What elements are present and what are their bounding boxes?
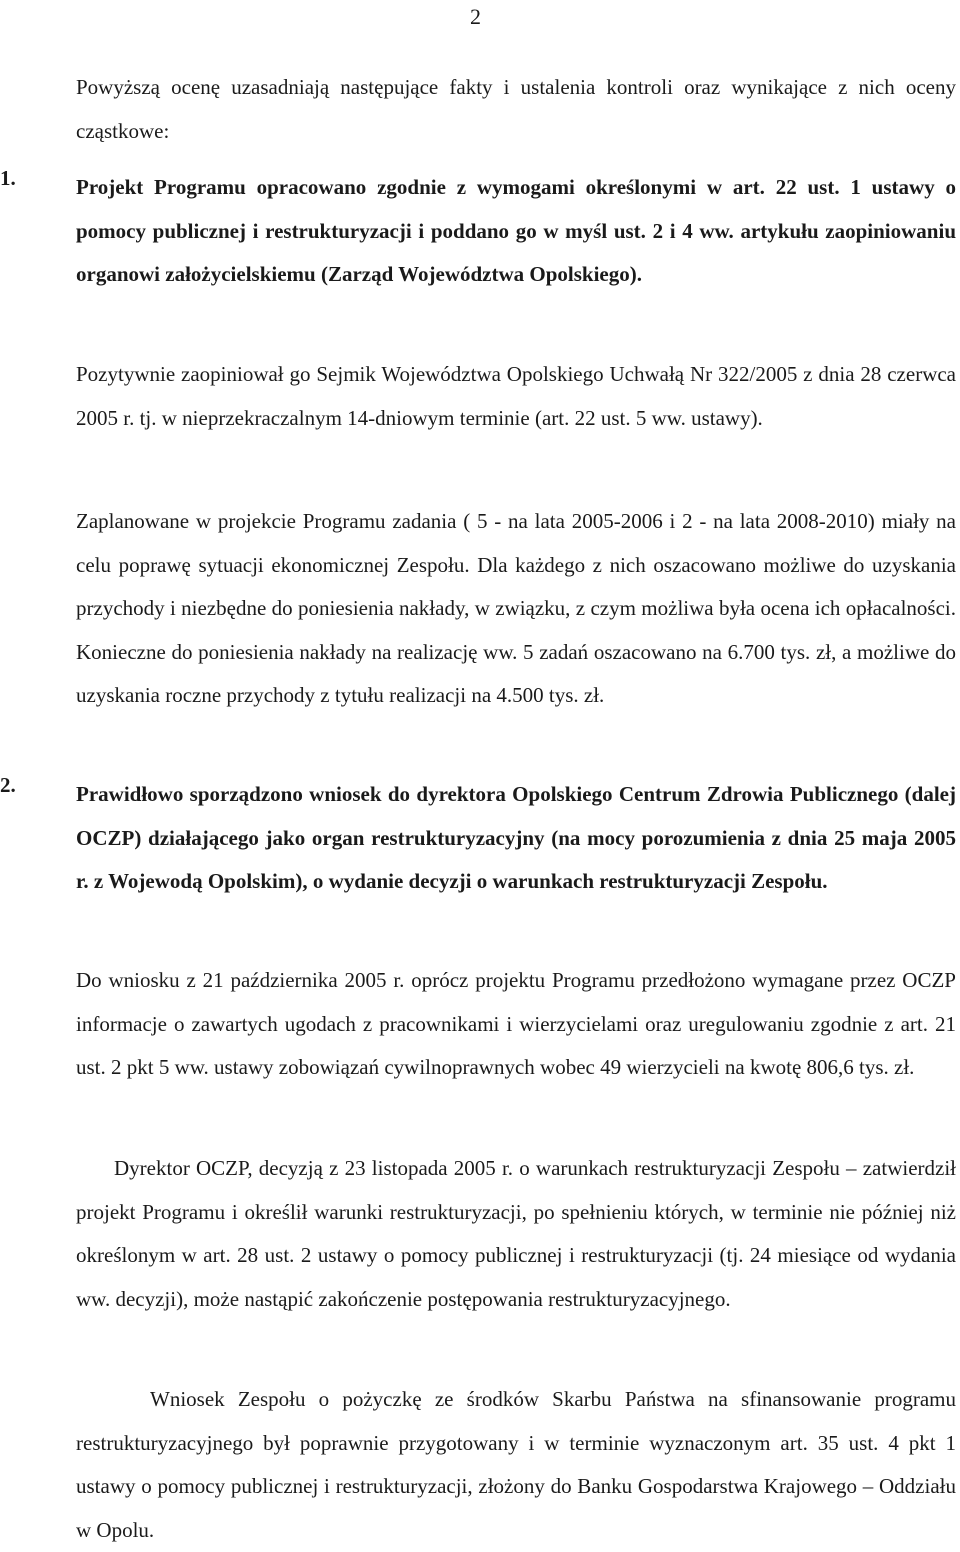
section-2-heading: Prawidłowo sporządzono wniosek do dyrektora Opolskiego Centrum Zdrowia Publicznego (dalej OCZP) działającego jako organ restrukturyzacyjny (na mocy porozumienia z dnia 25 maja 2005 r. z Wojewodą Opolskim), o wydanie decyzji o warunkach restrukturyzacji Zespołu. bbox=[76, 782, 956, 893]
section-1-heading: Projekt Programu opracowano zgodnie z wymogami określonymi w art. 22 ust. 1 ustawy o pomocy publicznej i restrukturyzacji i poddano go w myśl ust. 2 i 4 ww. artykułu zaopiniowaniu organowi założycielskiemu (Zarząd Województwa Opolskiego). bbox=[76, 175, 956, 286]
section-2-paragraph-1: Do wniosku z 21 października 2005 r. oprócz projektu Programu przedłożono wymagane przez OCZP informacje o zawartych ugodach z pracownikami i wierzycielami oraz uregulowaniu zgodnie z art. 21 ust. 2 pkt 5 ww. ustawy zobowiązań cywilnoprawnych wobec 49 wierzycieli na kwotę 806,6 tys. zł. bbox=[76, 968, 956, 1079]
section-1-paragraph-1: Pozytywnie zaopiniował go Sejmik Województwa Opolskiego Uchwałą Nr 322/2005 z dnia 28 czerwca 2005 r. tj. w nieprzekraczalnym 14-dniowym terminie (art. 22 ust. 5 ww. ustawy). bbox=[76, 362, 956, 430]
section-2-number: 2. bbox=[0, 773, 16, 797]
section-2-paragraph-2: Dyrektor OCZP, decyzją z 23 listopada 2005 r. o warunkach restrukturyzacji Zespołu – zatwierdził projekt Programu i określił warunki restrukturyzacji, po spełnieniu których, w terminie nie później niż określonym w art. 28 ust. 2 ustawy o pomocy publicznej i restrukturyzacji (tj. 24 miesiące od wydania ww. decyzji), może nastąpić zakończenie postępowania restrukturyzacyjnego. bbox=[76, 1156, 956, 1311]
section-1-number: 1. bbox=[0, 166, 16, 190]
section-2-paragraph-3: Wniosek Zespołu o pożyczkę ze środków Skarbu Państwa na sfinansowanie programu restrukturyzacyjnego był poprawnie przygotowany i w terminie wyznaczonym art. 35 ust. 4 pkt 1 ustawy o pomocy publicznej i restrukturyzacji, złożony do Banku Gospodarstwa Krajowego – Oddziału w Opolu. bbox=[76, 1387, 956, 1542]
section-1-paragraph-2: Zaplanowane w projekcie Programu zadania ( 5 - na lata 2005-2006 i 2 - na lata 2008-2010) miały na celu poprawę sytuacji ekonomicznej Zespołu. Dla każdego z nich oszacowano możliwe do uzyskania przychody i niezbędne do poniesienia nakłady, w związku, z czym możliwa była ocena ich opłacalności. Konieczne do poniesienia nakłady na realizację ww. 5 zadań oszacowano na 6.700 tys. zł, a możliwe do uzyskania roczne przychody z tytułu realizacji na 4.500 tys. zł. bbox=[76, 509, 956, 707]
page-number: 2 bbox=[470, 4, 481, 29]
intro-paragraph: Powyższą ocenę uzasadniają następujące fakty i ustalenia kontroli oraz wynikające z nich oceny cząstkowe: bbox=[76, 75, 956, 143]
